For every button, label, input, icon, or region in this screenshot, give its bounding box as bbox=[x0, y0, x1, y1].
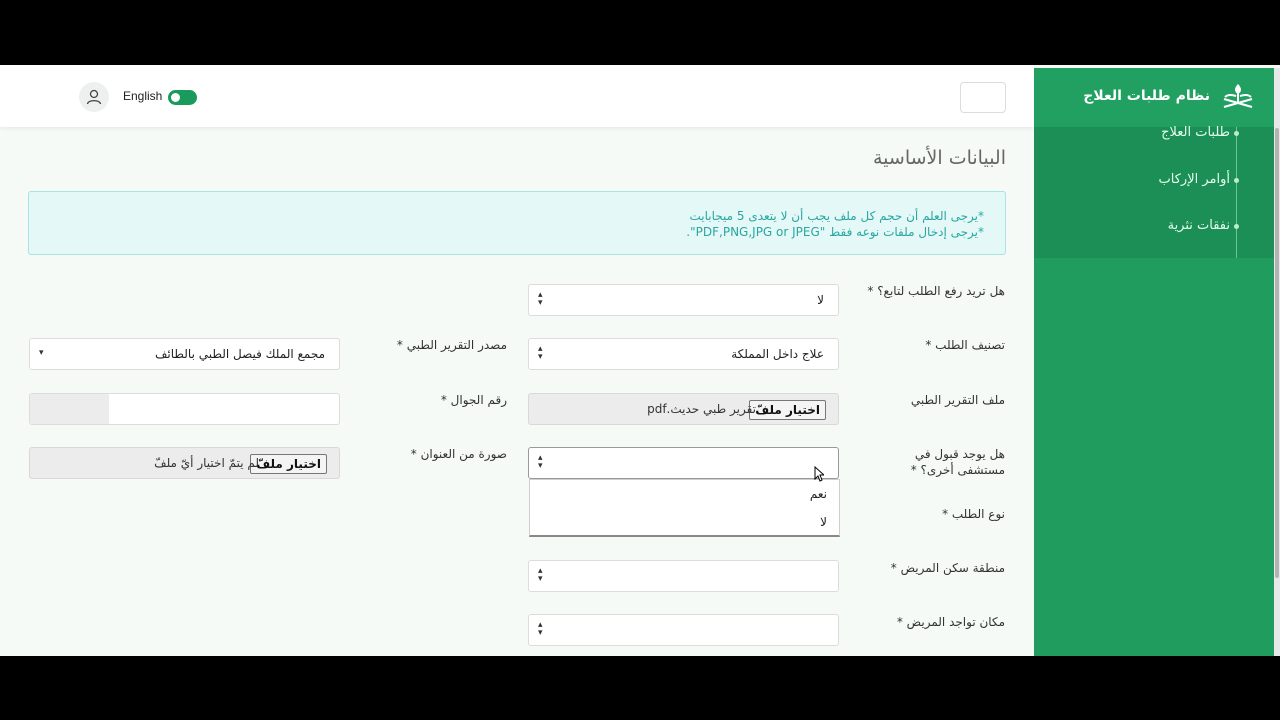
report-file-name: تقرير طبي حديث.pdf bbox=[647, 402, 756, 416]
user-avatar-icon[interactable] bbox=[79, 82, 109, 112]
mobile-label: رقم الجوال * bbox=[440, 393, 507, 407]
language-toggle[interactable] bbox=[168, 90, 197, 105]
select-arrows-icon: ▴ ▾ bbox=[538, 290, 543, 308]
top-header bbox=[0, 65, 1034, 127]
sidebar-item-boarding-orders[interactable]: أوامر الإركاب bbox=[1158, 172, 1230, 187]
menu-dot bbox=[1234, 131, 1239, 136]
patient-location-select[interactable] bbox=[528, 614, 839, 646]
language-label: English bbox=[123, 89, 163, 103]
other-hospital-label-line1: هل يوجد قبول في bbox=[914, 447, 1005, 461]
menu-dot bbox=[1234, 178, 1239, 183]
dropdown-option-yes[interactable]: نعم bbox=[809, 487, 827, 501]
saudi-emblem-icon bbox=[1218, 82, 1258, 112]
followup-value: لا bbox=[817, 293, 824, 307]
followup-label: هل تريد رفع الطلب لتابع؟ * bbox=[867, 284, 1005, 298]
other-hospital-select[interactable] bbox=[528, 447, 839, 479]
other-hospital-label-line2: مستشفى أخرى؟ * bbox=[910, 463, 1005, 477]
address-image-name: لم يتمّ اختيار أيّ ملفّ bbox=[154, 456, 259, 470]
residence-region-label: منطقة سكن المريض * bbox=[890, 561, 1005, 575]
alert-size-note: *يرجى العلم أن حجم كل ملف يجب أن لا يتعدى 5 ميجابايت bbox=[689, 209, 984, 223]
report-source-select[interactable] bbox=[29, 338, 340, 370]
dropdown-option-no[interactable]: لا bbox=[820, 515, 827, 529]
select-arrows-icon: ▴ ▾ bbox=[538, 453, 543, 471]
other-hospital-dropdown bbox=[529, 479, 840, 537]
sidebar-menu bbox=[1034, 127, 1274, 258]
menu-dot bbox=[1234, 224, 1239, 229]
app-screen bbox=[0, 65, 1280, 656]
report-file-input[interactable] bbox=[528, 393, 839, 425]
address-image-label: صورة من العنوان * bbox=[410, 447, 507, 461]
report-file-choose-button[interactable]: اختيار ملفّ bbox=[749, 400, 826, 420]
chevron-down-icon: ▾ bbox=[39, 348, 44, 358]
classification-label: تصنيف الطلب * bbox=[925, 338, 1005, 352]
address-image-input[interactable] bbox=[29, 447, 340, 479]
address-image-choose-button[interactable]: اختيار ملفّ bbox=[250, 454, 327, 474]
select-arrows-icon: ▴ ▾ bbox=[538, 344, 543, 362]
report-source-label: مصدر التقرير الطبي * bbox=[396, 338, 507, 352]
sidebar-header bbox=[1034, 68, 1274, 127]
report-source-value: مجمع الملك فيصل الطبي بالطائف bbox=[155, 347, 325, 361]
sidebar-item-misc-expenses[interactable]: نفقات نثرية bbox=[1167, 218, 1230, 233]
residence-region-select[interactable] bbox=[528, 560, 839, 592]
classification-value: علاج داخل المملكة bbox=[731, 347, 824, 361]
sidebar bbox=[1034, 68, 1274, 656]
mouse-cursor-icon bbox=[814, 466, 824, 482]
page-scrollbar[interactable] bbox=[1274, 68, 1280, 656]
report-file-label: ملف التقرير الطبي bbox=[910, 393, 1005, 407]
select-arrows-icon: ▴ ▾ bbox=[538, 566, 543, 584]
mobile-country-code[interactable] bbox=[30, 394, 109, 424]
page-title: البيانات الأساسية bbox=[873, 147, 1006, 169]
request-type-label: نوع الطلب * bbox=[942, 507, 1005, 521]
sidebar-timeline-line bbox=[1236, 127, 1237, 258]
menu-button[interactable] bbox=[960, 82, 1006, 113]
sidebar-item-treatment-requests[interactable]: طلبات العلاج bbox=[1161, 125, 1230, 140]
patient-location-label: مكان تواجد المريض * bbox=[896, 615, 1005, 629]
select-arrows-icon: ▴ ▾ bbox=[538, 620, 543, 638]
followup-select[interactable] bbox=[528, 284, 839, 316]
app-title: نظام طلبات العلاج bbox=[1083, 88, 1210, 104]
scrollbar-thumb[interactable] bbox=[1275, 128, 1279, 578]
classification-select[interactable] bbox=[528, 338, 839, 370]
info-alert bbox=[28, 191, 1006, 255]
mobile-input[interactable] bbox=[29, 393, 340, 425]
alert-type-note: *يرجى إدخال ملفات نوعه فقط "PDF,PNG,JPG or JPEG". bbox=[686, 225, 984, 239]
